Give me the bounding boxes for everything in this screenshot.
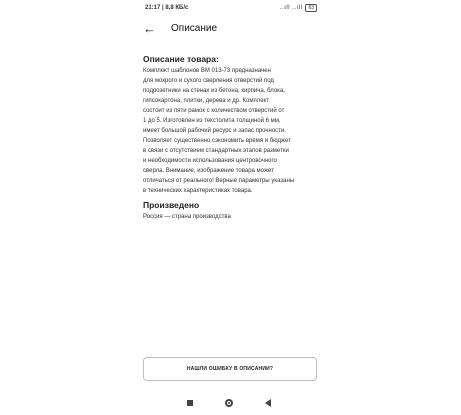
signal-icon: ..ıll ..ıll — [279, 5, 303, 11]
back-triangle-icon[interactable] — [265, 399, 271, 407]
origin-text: Россия — страна производства — [143, 214, 231, 220]
origin-heading: Произведено — [143, 200, 200, 210]
home-icon[interactable] — [225, 399, 233, 407]
description-heading: Описание товара: — [143, 54, 219, 64]
battery-icon: 63 — [305, 4, 317, 12]
system-nav-bar — [133, 393, 325, 413]
page-title: Описание — [171, 22, 218, 34]
report-error-button[interactable]: НАШЛИ ОШИБКУ В ОПИСАНИИ? — [143, 357, 317, 381]
app-bar — [133, 16, 325, 40]
description-content — [133, 40, 325, 222]
back-arrow-icon[interactable]: ← — [143, 20, 156, 36]
description-text: Комплект шаблонов ВМ 013-73 предназначен для мокрого и сухого сверления отверстий под подрозетники на стенах из бетона, кирпича, блока, гипсокартона, плитки, дерева и др. Комплект состоит из пяти рамок с количеством отверстий от 1 до 5. Изготовлен из текстолита толщиной 6 мм, имеет большой рабочий ресурс и запас прочности. Позволяет существенно сэкономить время и бюджет в связи с отсутствием стандартных этапов разметки и необходимости использования центровочного сверла. Внимание, изображение товара может отличаться от реального! Верные параметры указаны в технических характеристиках товара. — [143, 68, 295, 194]
status-time: 21:17 | 8,8 КБ/с — [145, 5, 189, 11]
status-bar — [133, 0, 325, 16]
status-icons — [280, 4, 317, 12]
phone-screen — [133, 0, 325, 415]
recents-icon[interactable] — [187, 400, 193, 406]
